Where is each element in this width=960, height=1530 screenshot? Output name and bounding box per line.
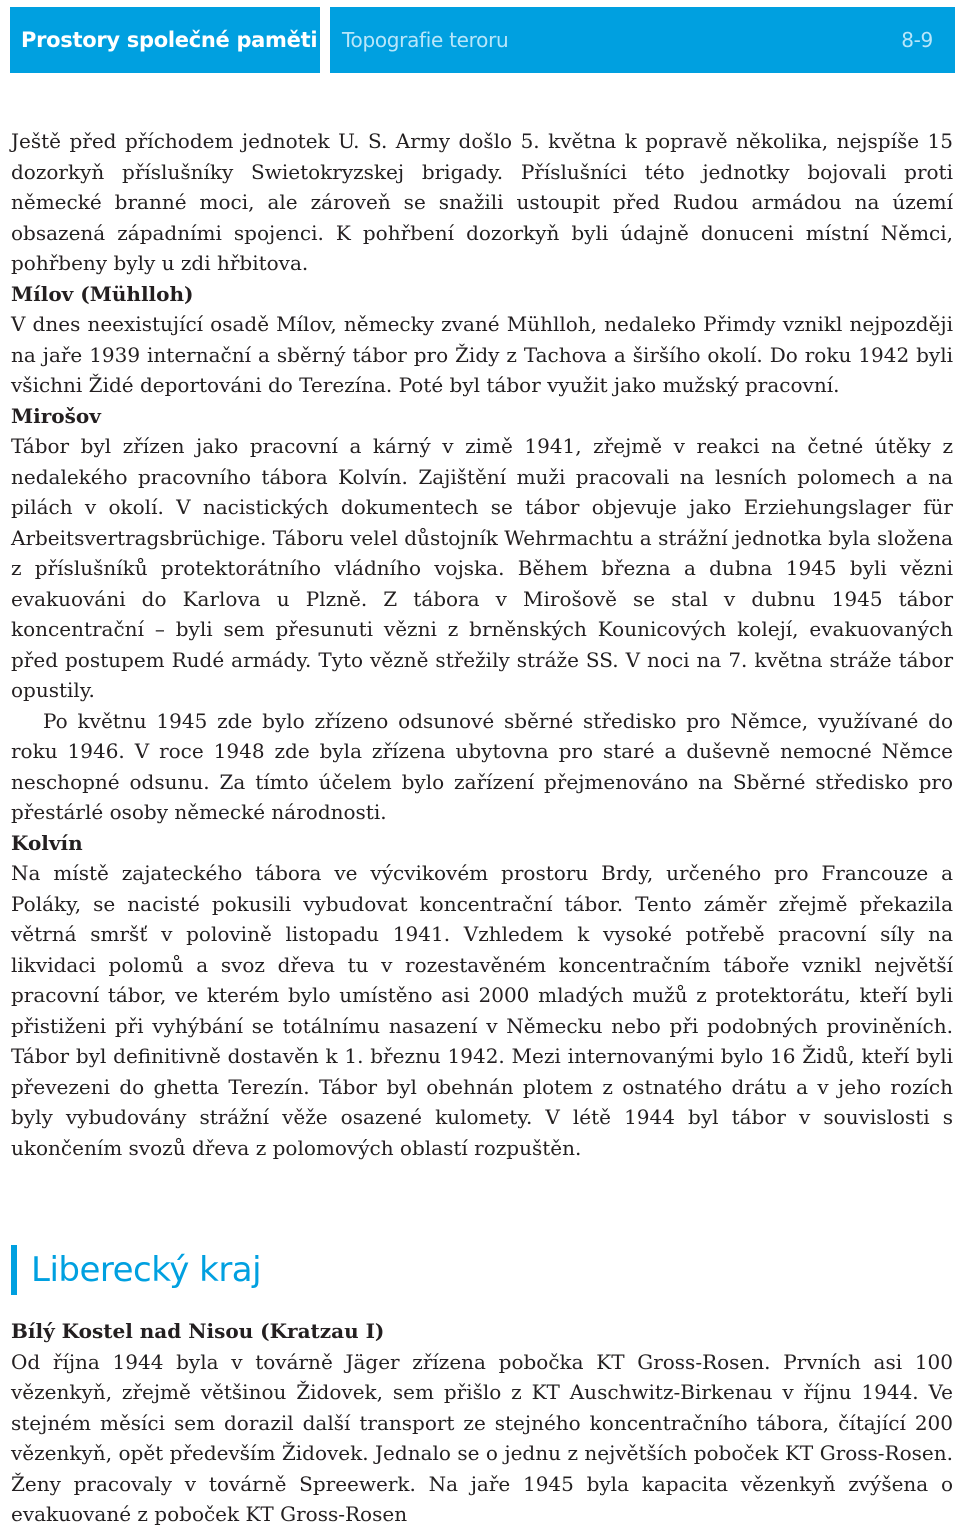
section-title: Liberecký kraj bbox=[31, 1250, 262, 1290]
mirosov-paragraph: Tábor byl zřízen jako pracovní a kárný v zimě 1941, zřejmě v reakci na četné útěky z nedalekého pracovního tábora Kolvín. Zajištění muži pracovali na lesních polomech a na pilách v okolí. V nacistických dokumentech se tábor objevuje jako Erziehungslager für Arbeitsvertragsbrüchige. Táboru velel důstojník Wehrmachtu a strážní jednotka byla složena z příslušníků protektorátního vládního vojska. Během března a dubna 1945 byli vězni evakuováni do Karlova u Plzně. Z tábora v Mirošově se stal v dubnu 1945 tábor koncentrační – byli sem přesunuti vězni z brněnských Kounicových kolejí, evakuovaných před postupem Rudé armády. Tyto vězně střežily stráže SS. V noci na 7. května stráže tábor opustily. bbox=[11, 434, 953, 702]
mirosov-heading: Mirošov bbox=[11, 403, 101, 428]
section-header bbox=[11, 1245, 261, 1295]
milov-paragraph: V dnes neexistující osadě Mílov, německy zvané Mühlloh, nedaleko Přimdy vznikl nejpozději na jaře 1939 internační a sběrný tábor pro Židy z Tachova a širšího okolí. Do roku 1942 byli všichni Židé deportováni do Terezína. Poté byl tábor využit jako mužský pracovní. bbox=[11, 312, 953, 397]
header-book-title: Prostory společné paměti bbox=[10, 7, 320, 73]
kolvin-heading: Kolvín bbox=[11, 830, 83, 855]
bily-kostel-heading: Bílý Kostel nad Nisou (Kratzau I) bbox=[11, 1319, 385, 1343]
bily-kostel-paragraph: Od října 1944 byla v továrně Jäger zřízena pobočka KT Gross-Rosen. Prvních asi 100 vězenkyň, zřejmě většinou Židovek, sem přišlo z KT Auschwitz-Birkenau v říjnu 1944. Ve stejném měsíci sem dorazil další transport ze stejného koncentračního tábora, čítající 200 vězenkyň, opět především Židovek. Jednalo se o jednu z největších poboček KT Gross-Rosen. Ženy pracovaly v továrně Spreewerk. Na jaře 1945 byla kapacita vězenkyň zvýšena o evakuované z poboček KT Gross-Rosen bbox=[11, 1349, 953, 1526]
section-accent-bar bbox=[11, 1245, 17, 1295]
header-page-numbers: 8-9 bbox=[901, 28, 933, 52]
main-text bbox=[11, 126, 953, 1163]
section-text bbox=[11, 1316, 953, 1530]
header-divider bbox=[320, 7, 330, 73]
header-chapter-title: Topografie teroru bbox=[342, 28, 509, 52]
intro-paragraph: Ještě před příchodem jednotek U. S. Army došlo 5. května k popravě několika, nejspíše 15 dozorkyň příslušníky Swietokryzskej brigady. Příslušníci této jednotky bojovali proti německé branné moci, ale zároveň se snažili ustoupit před Rudou armádou na území obsazená západními spojenci. K pohřbení dozorkyň byli údajně donuceni místní Němci, pohřbeny byly u zdi hřbitova. bbox=[11, 129, 953, 275]
header-chapter-bar bbox=[330, 7, 955, 73]
page-header bbox=[10, 7, 955, 73]
mirosov-paragraph-2: Po květnu 1945 zde bylo zřízeno odsunové sběrné středisko pro Němce, využívané do roku 1946. V roce 1948 zde byla zřízena ubytovna pro staré a duševně nemocné Němce neschopné odsunu. Za tímto účelem bylo zařízení přejmenováno na Sběrné středisko pro přestárlé osoby německé národnosti. bbox=[11, 708, 953, 824]
milov-heading: Mílov (Mühlloh) bbox=[11, 281, 194, 306]
kolvin-paragraph: Na místě zajateckého tábora ve výcvikovém prostoru Brdy, určeného pro Francouze a Poláky, se nacisté pokusili vybudovat koncentrační tábor. Tento záměr zřejmě překazila větrná smršť v polovině listopadu 1941. Vzhledem k vysoké potřebě pracovní síly na likvidaci polomů a svoz dřeva tu v rozestavěném koncentračním táboře vznikl největší pracovní tábor, ve kterém bylo umístěno asi 2000 mladých mužů z protektorátu, kteří byli přistiženi při vyhýbání se totálnímu nasazení v Německu nebo při podobných proviněních. Tábor byl definitivně dostavěn k 1. březnu 1942. Mezi internovanými bylo 16 Židů, kteří byli převezeni do ghetta Terezín. Tábor byl obehnán plotem z ostnatého drátu a v jeho rozích byly vybudovány strážní věže osazené kulomety. V létě 1944 byl tábor v souvislosti s ukončením svozů dřeva z polomových oblastí rozpuštěn. bbox=[11, 861, 953, 1160]
